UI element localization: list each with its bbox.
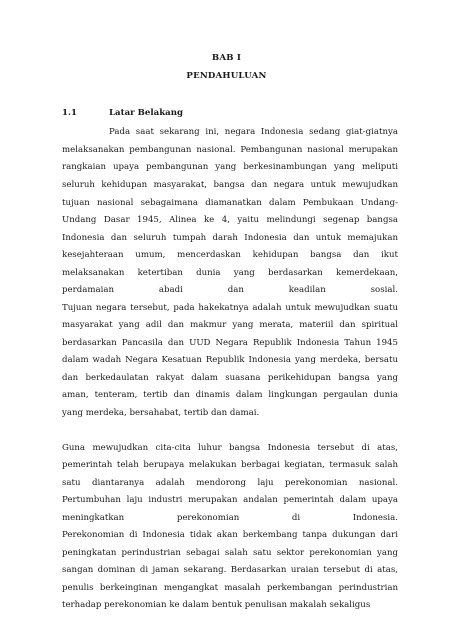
text-line: Indonesia dan seluruh tumpah darah Indonesia dan untuk memajukan [62,233,398,243]
text-line: satu diantaranya adalah mendorong laju perekonomian nasional. [62,478,398,488]
text-line: dalam wadah Negara Kesatuan Republik Indonesia yang merdeka, bersatu [62,355,398,365]
text-line: penulis berkeinginan mengangkat masalah perkembangan perindustrian [62,583,398,593]
chapter-number: BAB I [211,53,242,63]
text-line: berdasarkan Pancasila dan UUD Negara Republik Indonesia Tahun 1945 [62,338,398,348]
text-line: Perekonomian di Indonesia tidak akan berkembang tanpa dukungan dari [62,530,398,540]
text-line: kesejahteraan umum, mencerdaskan kehidupan bangsa dan ikut [62,250,398,260]
text-line: meningkatkan perekonomian di Indonesia. [62,513,398,523]
section-number: 1.1 [62,108,77,118]
text-line: Pada saat sekarang ini, negara Indonesia sedang giat-giatnya [109,127,398,137]
chapter-title: PENDAHULUAN [186,71,267,81]
section-title: Latar Belakang [109,108,184,118]
text-line: Tujuan negara tersebut, pada hakekatnya adalah untuk mewujudkan suatu [62,303,398,313]
text-line: melaksanakan pembangunan nasional. Pembangunan nasional merupakan [62,145,398,155]
text-line: sangan dominan di jaman sekarang. Berdasarkan uraian tersebut di atas, [62,565,398,575]
text-line: masyarakat yang adil dan makmur yang merata, materiil dan spiritual [62,320,398,330]
text-line: aman, tenteram, tertib dan dinamis dalam lingkungan pergaulan dunia [62,390,398,400]
text-line: seluruh kehidupan masyarakat, bangsa dan negara untuk mewujudkan [62,180,398,190]
text-line: terhadap perekonomian ke dalam bentuk penulisan makalah sekaligus [62,600,371,610]
text-line: Undang Dasar 1945, Alinea ke 4, yaitu melindungi segenap bangsa [62,215,398,225]
text-line: perdamaian abadi dan keadilan sosial. [62,285,398,295]
text-line: peningkatan perindustrian sebagai salah satu sektor perekonomian yang [62,548,398,558]
text-line: yang merdeka, bersahabat, tertib dan damai. [62,408,260,418]
text-line: Pertumbuhan laju industri merupakan andalan pemerintah dalam upaya [62,495,398,505]
text-line: pemerintah telah berupaya melakukan berbagai kegiatan, termasuk salah [62,460,398,470]
text-line: Guna mewujudkan cita-cita luhur bangsa Indonesia tersebut di atas, [62,443,398,453]
text-line: tujuan nasional sebagaimana diamanatkan dalam Pembukaan Undang- [62,198,398,208]
text-line: rangkaian upaya pembangunan yang berkesinambungan yang meliputi [62,162,398,172]
text-line: dan berkedaulatan rakyat dalam suasana perikehidupan bangsa yang [62,373,398,383]
text-line: melaksanakan ketertiban dunia yang berdasarkan kemerdekaan, [62,268,398,278]
